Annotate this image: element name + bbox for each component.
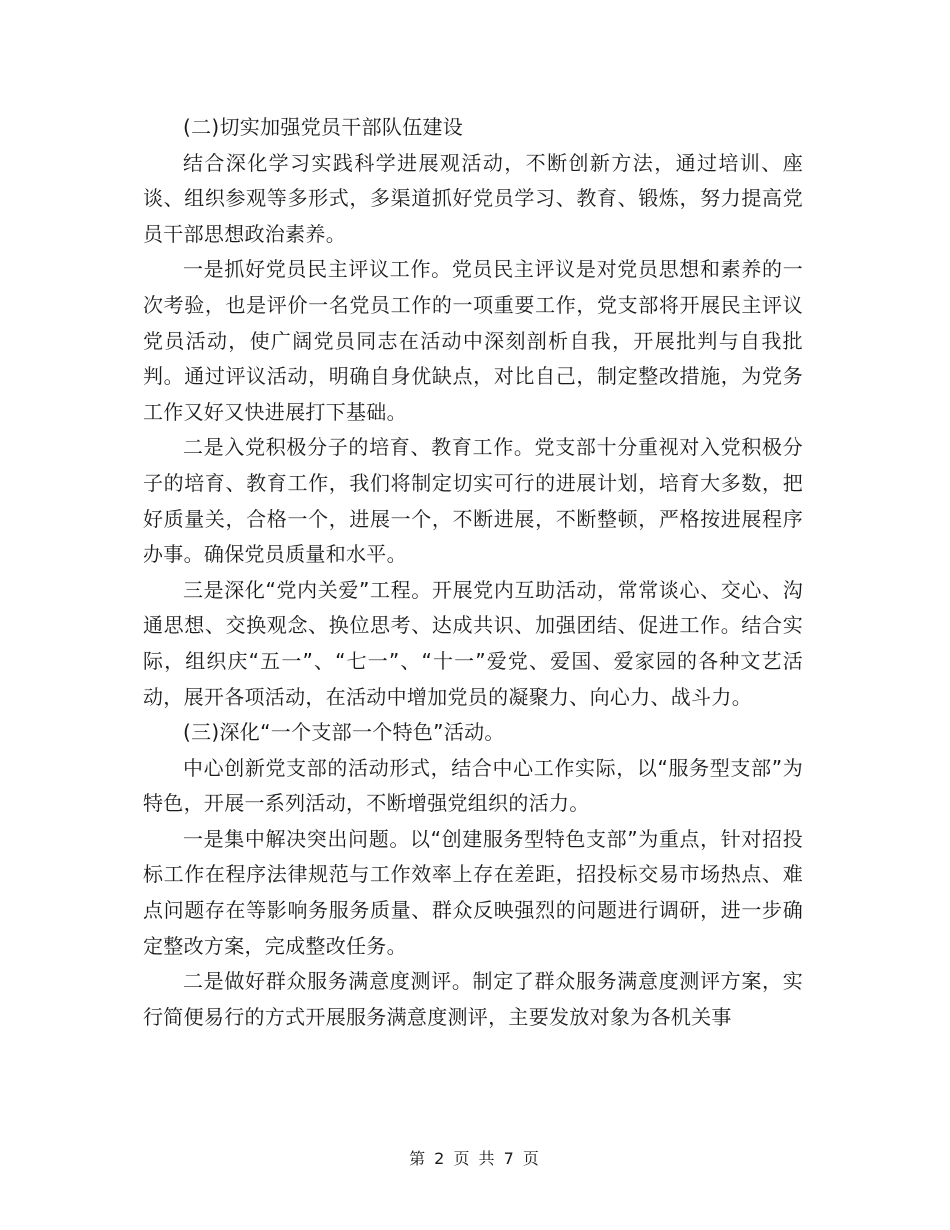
paragraph: 一是集中解决突出问题。以“创建服务型特色支部”为重点，针对招投标工作在程序法律规范与工作效率上存在差距，招投标交易市场热点、难点问题存在等影响务服务质量、群众反映强烈的问题进行调研，进一步确定整改方案，完成整改任务。 (143, 826, 803, 958)
paragraph: 结合深化学习实践科学进展观活动，不断创新方法，通过培训、座谈、组织参观等多形式，多渠道抓好党员学习、教育、锻炼，努力提高党员干部思想政治素养。 (143, 150, 803, 246)
paragraph: 一是抓好党员民主评议工作。党员民主评议是对党员思想和素养的一次考验，也是评价一名党员工作的一项重要工作，党支部将开展民主评议党员活动，使广阔党员同志在活动中深刻剖析自我，开展批判与自我批判。通过评议活动，明确自身优缺点，对比自己，制定整改措施，为党务工作又好又快进展打下基础。 (143, 257, 803, 424)
paragraph: 三是深化“党内关爱”工程。开展党内互助活动，常常谈心、交心、沟通思想、交换观念、换位思考、达成共识、加强团结、促进工作。结合实际，组织庆“五一”、“七一”、“十一”爱党、爱国、爱家园的各种文艺活动，展开各项活动，在活动中增加党员的凝聚力、向心力、战斗力。 (143, 577, 803, 709)
section-heading-2: (二)切实加强党员干部队伍建设 (183, 115, 464, 139)
paragraph: 二是做好群众服务满意度测评。制定了群众服务满意度测评方案，实行简便易行的方式开展服务满意度测评，主要发放对象为各机关事 (143, 969, 803, 1029)
section-heading-3: (三)深化“一个支部一个特色”活动。 (183, 720, 505, 745)
paragraph: 二是入党积极分子的培育、教育工作。党支部十分重视对入党积极分子的培育、教育工作，我们将制定切实可行的进展计划，培育大多数，把好质量关，合格一个，进展一个，不断进展，不断整顿，严格按进展程序办事。确保党员质量和水平。 (143, 435, 803, 567)
page-number-footer: 第 2 页 共 7 页 (409, 1149, 541, 1168)
paragraph: 中心创新党支部的活动形式，结合中心工作实际，以“服务型支部”为特色，开展一系列活动，不断增强党组织的活力。 (143, 755, 803, 816)
document-body (143, 110, 803, 1035)
